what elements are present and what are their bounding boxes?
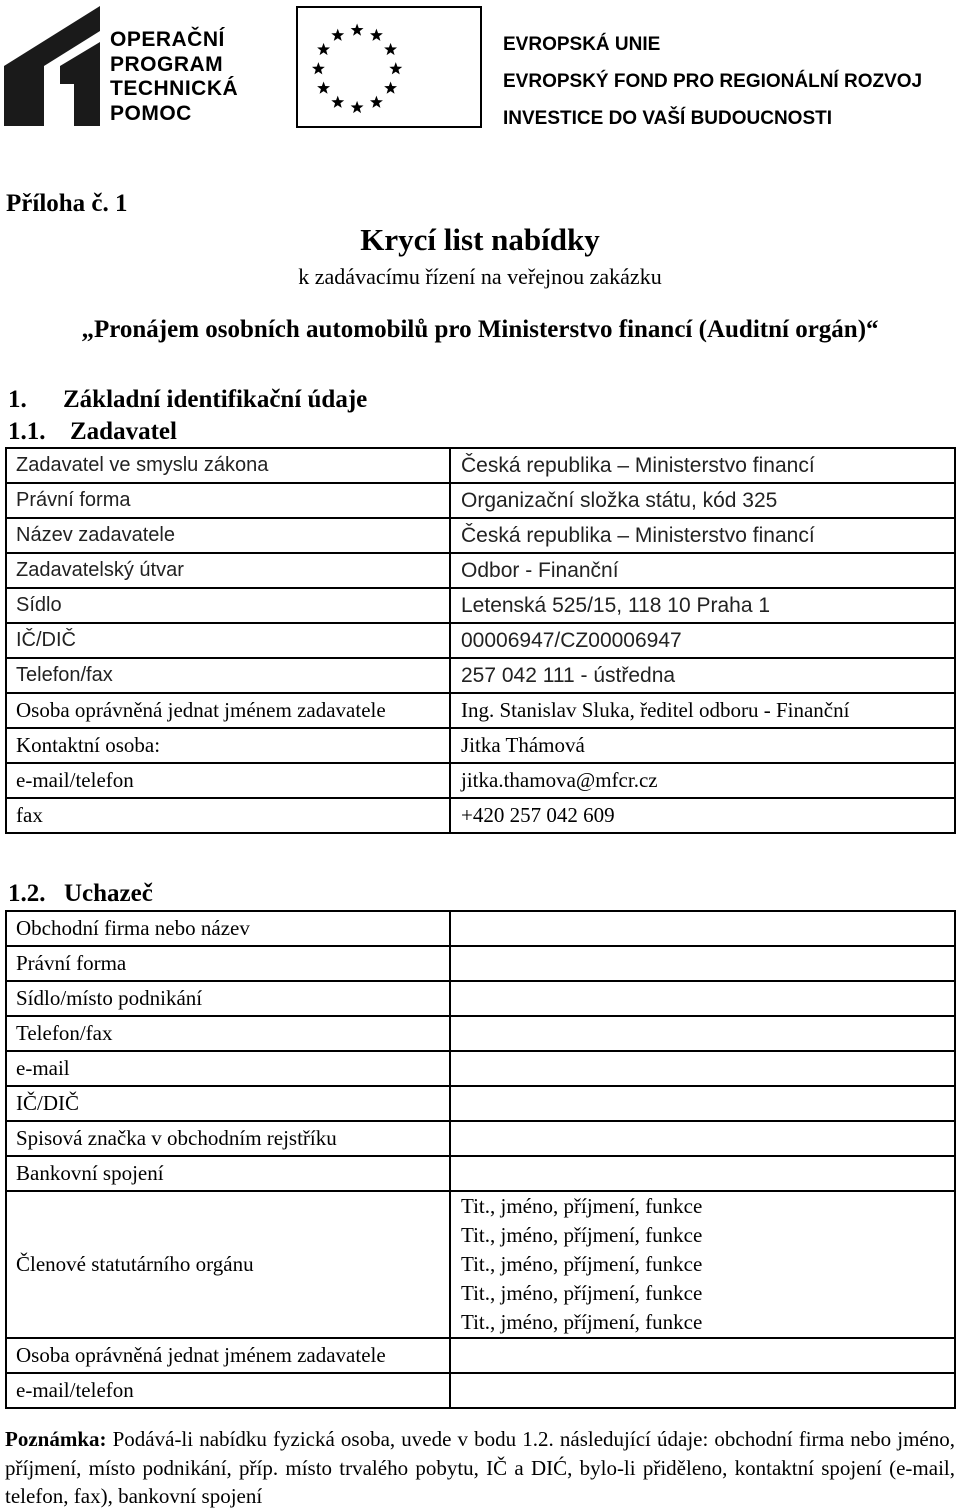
statutory-member-line: Tit., jméno, příjmení, funkce [461, 1252, 703, 1276]
row-value: jitka.thamova@mfcr.cz [450, 763, 955, 798]
row-label: Zadavatel ve smyslu zákona [6, 448, 450, 483]
table-row [6, 763, 955, 798]
annex-label: Příloha č. 1 [6, 190, 128, 217]
row-value [450, 1016, 955, 1051]
table-row [6, 518, 955, 553]
statutory-members [450, 1191, 955, 1338]
eu-star-icon [331, 29, 344, 41]
eu-line-3: INVESTICE DO VAŠÍ BUDOUCNOSTI [503, 108, 833, 129]
statutory-member-line: Tit., jméno, příjmení, funkce [461, 1310, 703, 1334]
eu-star-icon [370, 29, 383, 41]
row-label: Bankovní spojení [6, 1156, 450, 1191]
row-label: Sídlo/místo podnikání [6, 981, 450, 1016]
row-value: Česká republika – Ministerstvo financí [450, 518, 955, 553]
row-value: Jitka Thámová [450, 728, 955, 763]
table-row [6, 1051, 955, 1086]
eu-star-icon [370, 96, 383, 108]
row-value: Letenská 525/15, 118 10 Praha 1 [450, 588, 955, 623]
section-1-title: Základní identifikační údaje [63, 386, 368, 413]
table-row [6, 728, 955, 763]
row-value: Česká republika – Ministerstvo financí [450, 448, 955, 483]
table-row [6, 553, 955, 588]
table-row [6, 1086, 955, 1121]
section-1-2-title: Uchazeč [64, 880, 153, 907]
row-label: Obchodní firma nebo název [6, 911, 450, 946]
table-row [6, 911, 955, 946]
section-1-1-title: Zadavatel [70, 418, 177, 445]
uchazec-table [5, 910, 956, 1409]
row-value: Odbor - Finanční [450, 553, 955, 588]
eu-star-icon [317, 43, 330, 55]
statutory-label: Členové statutárního orgánu [6, 1191, 450, 1338]
row-label: Osoba oprávněná jednat jménem zadavatele [6, 693, 450, 728]
row-value [450, 1338, 955, 1373]
statutory-member-line: Tit., jméno, příjmení, funkce [461, 1194, 703, 1218]
section-1-heading [8, 386, 367, 414]
table-row [6, 623, 955, 658]
row-value [450, 1121, 955, 1156]
eu-star-icon [331, 96, 344, 108]
operacni-program-wordmark [110, 28, 238, 126]
section-1-number: 1. [8, 386, 27, 413]
table-row [6, 1121, 955, 1156]
row-label: Spisová značka v obchodním rejstříku [6, 1121, 450, 1156]
op-line-4: POMOC [110, 101, 192, 125]
zadavatel-table [5, 447, 956, 834]
contract-name: „Pronájem osobních automobilů pro Ministerstvo financí (Auditní orgán)“ [81, 316, 879, 343]
table-row [6, 1016, 955, 1051]
eu-star-icon [312, 62, 325, 74]
table-row [6, 798, 955, 833]
eu-star-icon [317, 82, 330, 94]
page-header [0, 0, 960, 135]
op-line-1: OPERAČNÍ [110, 28, 225, 51]
table-row [6, 1373, 955, 1408]
eu-flag-icon [296, 6, 482, 128]
section-1-2-number: 1.2. [8, 880, 46, 907]
row-label: IČ/DIČ [6, 1086, 450, 1121]
row-value: Organizační složka státu, kód 325 [450, 483, 955, 518]
statutory-member-line: Tit., jméno, příjmení, funkce [461, 1281, 703, 1305]
row-value [450, 1086, 955, 1121]
section-1-1-heading [8, 418, 177, 446]
row-value [450, 911, 955, 946]
eu-line-2: EVROPSKÝ FOND PRO REGIONÁLNÍ ROZVOJ [503, 71, 923, 92]
row-label: Název zadavatele [6, 518, 450, 553]
row-label: Zadavatelský útvar [6, 553, 450, 588]
table-row [6, 588, 955, 623]
table-row [6, 448, 955, 483]
row-label: e-mail/telefon [6, 763, 450, 798]
row-label: Telefon/fax [6, 1016, 450, 1051]
table-row [6, 981, 955, 1016]
row-value: +420 257 042 609 [450, 798, 955, 833]
row-label: IČ/DIČ [6, 623, 450, 658]
row-label: fax [6, 798, 450, 833]
row-label: Telefon/fax [6, 658, 450, 693]
row-value [450, 946, 955, 981]
row-label: Sídlo [6, 588, 450, 623]
eu-star-icon [389, 62, 402, 74]
table-row [6, 658, 955, 693]
note-paragraph [5, 1425, 955, 1511]
table-row [6, 693, 955, 728]
section-1-2-heading [8, 880, 153, 908]
table-row [6, 483, 955, 518]
eu-star-icon [384, 43, 397, 55]
eu-star-icon [351, 101, 364, 113]
row-label: e-mail [6, 1051, 450, 1086]
op-line-2: PROGRAM [110, 52, 224, 76]
eu-wordmark [503, 26, 922, 137]
row-value [450, 981, 955, 1016]
eu-star-icon [384, 82, 397, 94]
page-title: Krycí list nabídky [360, 222, 600, 257]
operacni-program-logo-icon [4, 6, 100, 126]
note-text: Podává-li nabídku fyzická osoba, uvede v bodu 1.2. následující údaje: obchodní firma nebo jméno, příjmení, místo podnikání, příp. místo trvalého pobytu, IČ a DIĆ, bylo-li přiděleno, kontaktní spojení (e-mail, telefon, fax), bankovní spojení [5, 1427, 955, 1508]
eu-star-icon [351, 23, 364, 35]
statutory-member-line: Tit., jméno, příjmení, funkce [461, 1223, 703, 1247]
row-value [450, 1051, 955, 1086]
row-value: 257 042 111 - ústředna [450, 658, 955, 693]
note-label: Poznámka: [5, 1427, 107, 1451]
table-row [6, 1156, 955, 1191]
row-label: Právní forma [6, 946, 450, 981]
row-label: e-mail/telefon [6, 1373, 450, 1408]
row-value: 00006947/CZ00006947 [450, 623, 955, 658]
row-value [450, 1156, 955, 1191]
row-label: Právní forma [6, 483, 450, 518]
row-label: Osoba oprávněná jednat jménem zadavatele [6, 1338, 450, 1373]
row-value: Ing. Stanislav Sluka, ředitel odboru - Finanční [450, 693, 955, 728]
op-line-3: TECHNICKÁ [110, 77, 239, 100]
eu-line-1: EVROPSKÁ UNIE [503, 34, 661, 55]
section-1-1-number: 1.1. [8, 418, 46, 445]
row-value [450, 1373, 955, 1408]
table-row [6, 1338, 955, 1373]
table-row [6, 946, 955, 981]
page-subtitle: k zadávacímu řízení na veřejnou zakázku [298, 264, 662, 289]
row-label: Kontaktní osoba: [6, 728, 450, 763]
statutory-row [6, 1191, 955, 1338]
